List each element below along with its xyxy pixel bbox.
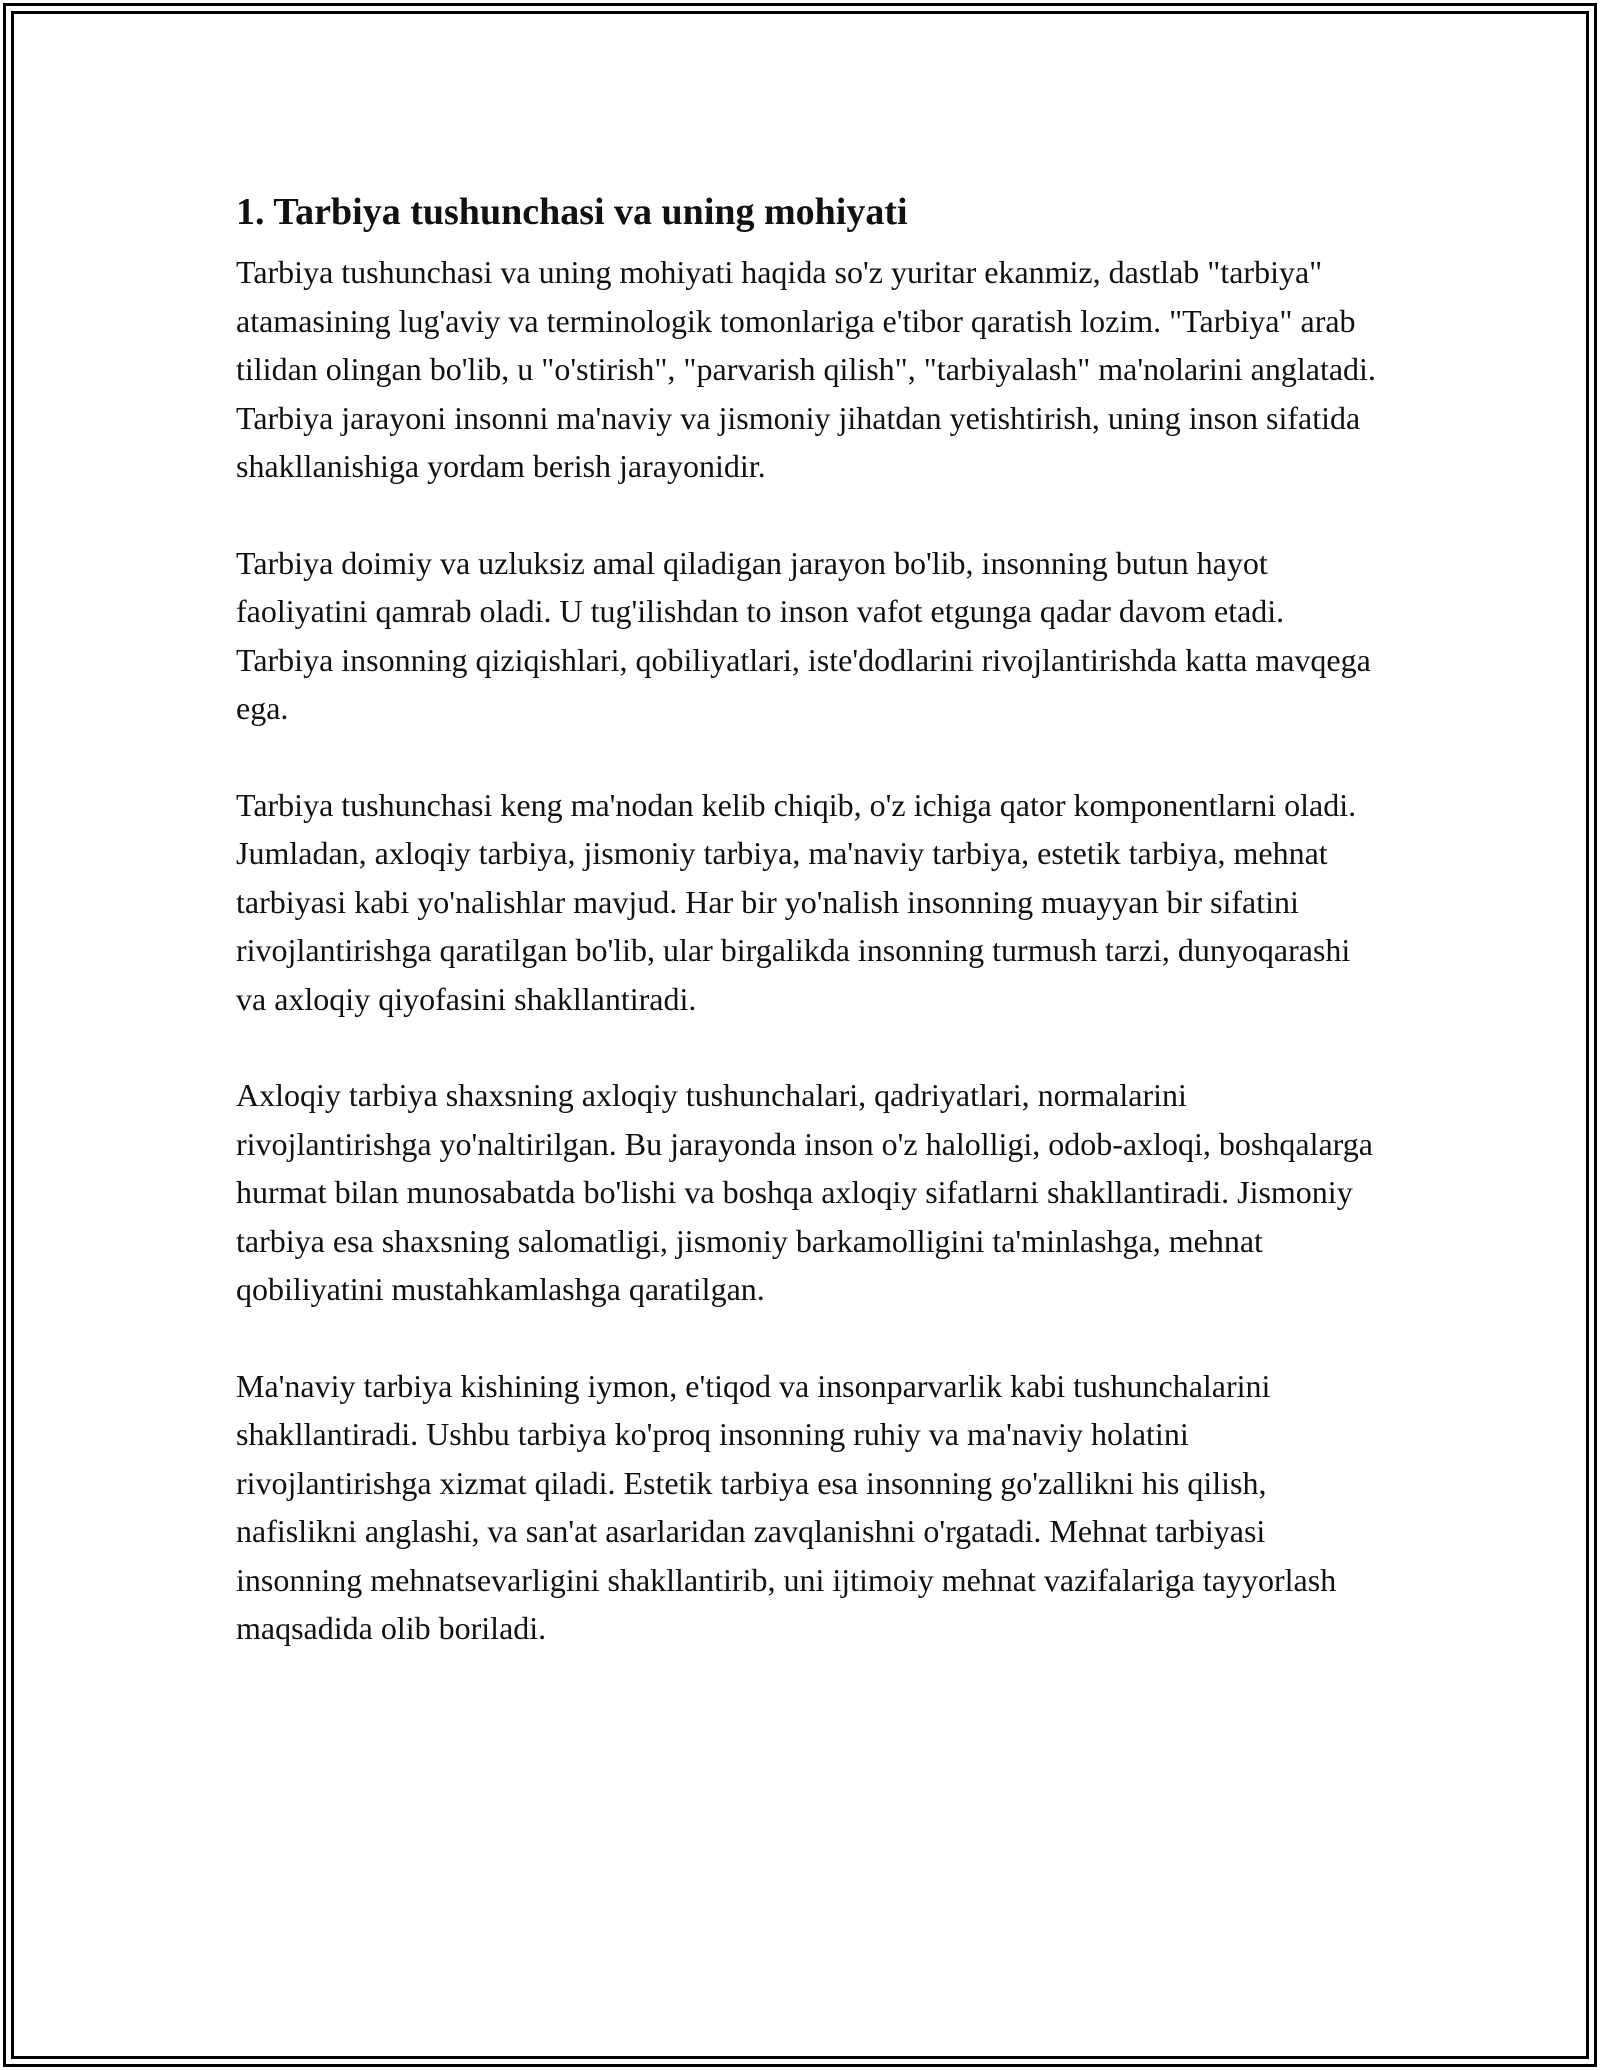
- document-body: [236, 186, 1376, 1701]
- section-heading: 1. Tarbiya tushunchasi va uning mohiyati: [236, 191, 908, 233]
- paragraph-3: Tarbiya tushunchasi keng ma'nodan kelib chiqib, o'z ichiga qator komponentlarni oladi. Jumladan, axloqiy tarbiya, jismoniy tarbiya, ma'naviy tarbiya, estetik tarbiya, mehnat tarbiyasi kabi yo'nalishlar mavjud. Har bir yo'nalish insonning muayyan bir sifatini rivojlantirishga qaratilgan bo'lib, ular birgalikda insonning turmush tarzi, dunyoqarashi va axloqiy qiyofasini shakllantiradi.: [236, 786, 1357, 1017]
- paragraph-2: Tarbiya doimiy va uzluksiz amal qiladigan jarayon bo'lib, insonning butun hayot faoliyatini qamrab oladi. U tug'ilishdan to inson vafot etgunga qadar davom etadi. Tarbiya insonning qiziqishlari, qobiliyatlari, iste'dodlarini rivojlantirishda katta mavqega ega.: [236, 544, 1371, 726]
- paragraph-1: Tarbiya tushunchasi va uning mohiyati haqida so'z yuritar ekanmiz, dastlab "tarbiya" atamasining lug'aviy va terminologik tomonlariga e'tibor qaratish lozim. "Tarbiya" arab tilidan olingan bo'lib, u "o'stirish", "parvarish qilish", "tarbiyalash" ma'nolarini anglatadi. Tarbiya jarayoni insonni ma'naviy va jismoniy jihatdan yetishtirish, uning inson sifatida shakllanishiga yordam berish jarayonidir.: [236, 254, 1376, 484]
- paragraph-5: Ma'naviy tarbiya kishining iymon, e'tiqod va insonparvarlik kabi tushunchalarini shakllantiradi. Ushbu tarbiya ko'proq insonning ruhiy va ma'naviy holatini rivojlantirishga xizmat qiladi. Estetik tarbiya esa insonning go'zallikni his qilish, nafislikni anglashi, va san'at asarlaridan zavqlanishni o'rgatadi. Mehnat tarbiyasi insonning mehnatsevarligini shakllantirib, uni ijtimoiy mehnat vazifalariga tayyorlash maqsadida olib boriladi.: [236, 1367, 1337, 1646]
- paragraph-4: Axloqiy tarbiya shaxsning axloqiy tushunchalari, qadriyatlari, normalarini rivojlantirishga yo'naltirilgan. Bu jarayonda inson o'z halolligi, odob-axloqi, boshqalarga hurmat bilan munosabatda bo'lishi va boshqa axloqiy sifatlarni shakllantiradi. Jismoniy tarbiya esa shaxsning salomatligi, jismoniy barkamolligini ta'minlashga, mehnat qobiliyatini mustahkamlashga qaratilgan.: [236, 1077, 1373, 1307]
